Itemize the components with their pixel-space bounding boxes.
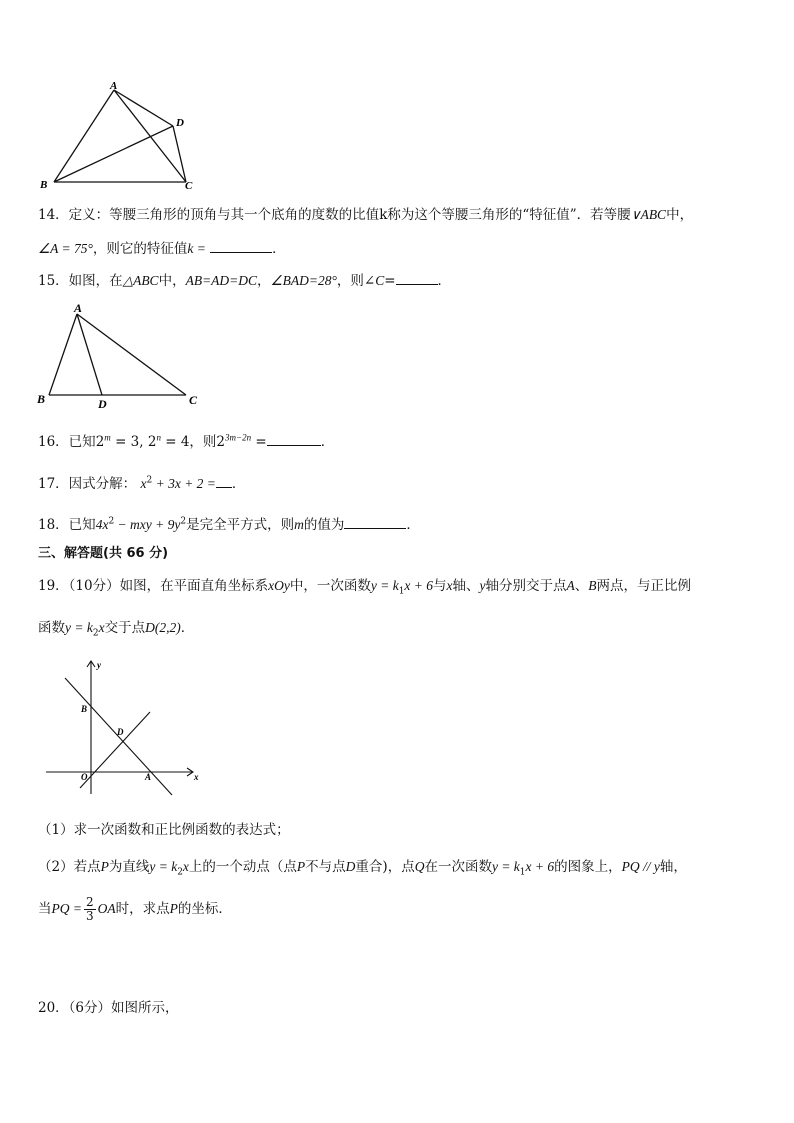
q19-2-line2-a: 时，求点 [115, 901, 170, 917]
q16-exp1: m [104, 432, 111, 443]
label-b: B [37, 392, 46, 406]
q19-func1-sub: 1 [398, 586, 405, 597]
q19-2-pre: （2）若点 [38, 859, 101, 875]
q19-func2: y = k [65, 620, 93, 635]
q19-text-e: 、 [574, 578, 589, 594]
q19-2-pq-parallel: PQ // y [621, 859, 660, 874]
q19-2-func2-sub: 2 [177, 867, 183, 878]
q14-text: 14．定义：等腰三角形的顶角与其一个底角的度数的比值 [38, 207, 380, 223]
q18-prefix: 18．已知 [38, 517, 96, 533]
q19-2-a: 为直线 [108, 859, 150, 875]
q19-line2-end: ． [180, 620, 195, 636]
q19-func2-sub: 2 [92, 628, 99, 639]
question-19-part1: （1）求一次函数和正比例函数的表达式； [38, 822, 290, 838]
q19-text-f: 两点，与正比例 [596, 578, 692, 594]
q19-2-func2-b: x [182, 859, 189, 874]
q14-text-mid: 称为这个等腰三角形的“特征值”．若等腰 [387, 207, 631, 223]
q17-exp: 2 [146, 475, 153, 486]
q15-sep: ， [257, 273, 271, 289]
question-20: 20．（6分）如图所示， [38, 1000, 179, 1016]
q19-text-d: 轴分别交于点 [485, 578, 567, 594]
q19-2-p3: P [169, 901, 178, 916]
q19-y: y [479, 578, 486, 593]
question-15 [38, 270, 764, 290]
fraction-denominator: 3 [85, 909, 94, 923]
q19-text-c: 轴、 [452, 578, 480, 594]
q17-end: ． [231, 476, 246, 492]
question-14-line2 [38, 238, 764, 258]
q19-line2-prefix: 函数 [38, 620, 65, 636]
q19-func1: y = k [370, 578, 399, 593]
question-19-line2 [38, 619, 764, 637]
q19-2-func1: y = k [491, 859, 520, 874]
q14-end: ． [272, 241, 286, 257]
q16-end: ． [320, 434, 335, 450]
q15-answer-blank[interactable] [396, 270, 438, 285]
q19-a: A [566, 578, 575, 593]
q16-exp3: 3m−2n [225, 432, 252, 443]
label-d: D [117, 727, 124, 737]
q18-exp-a: 2 [108, 516, 115, 527]
q19-2-line2-pre: 当 [38, 901, 52, 917]
section-3-title: 三、解答题(共 66 分) [38, 546, 169, 561]
q15-triangle: △ABC [122, 273, 159, 288]
figure-triangle-abcd [30, 78, 210, 196]
q17-answer-blank[interactable] [216, 473, 232, 488]
question-18 [38, 514, 764, 534]
segment-ad [114, 90, 173, 126]
q15-angle: ∠BAD=28° [270, 273, 337, 288]
q14-answer-blank[interactable] [210, 238, 272, 253]
q16-eq: = [251, 434, 267, 450]
q18-expr-b: − mxy + 9y [114, 517, 181, 532]
q19-2-p2: P [296, 859, 306, 874]
q15-end: ． [437, 273, 452, 289]
q19-2-func1-sub: 1 [519, 867, 526, 878]
label-b: B [81, 704, 88, 714]
q19-2-e: 在一次函数 [424, 859, 492, 875]
q18-m: m [294, 517, 304, 532]
q19-2-pq-eq: PQ = [51, 901, 82, 916]
q19-2-g: 轴， [659, 859, 687, 875]
q16-then: ，则 [189, 434, 217, 450]
q18-end: 的值为 [303, 517, 345, 533]
q19-point-d: D(2,2) [145, 620, 181, 635]
q14-text2: ，则它的特征值 [92, 241, 188, 257]
q16-expr1b: = 3, 2 [110, 434, 157, 450]
q19-2-q: Q [414, 859, 425, 874]
label-o: O [81, 772, 88, 782]
q19-2-c: 不与点 [305, 859, 346, 875]
label-y: y [97, 660, 101, 670]
q19-text-b: 与 [433, 578, 447, 594]
label-x: x [194, 772, 199, 782]
label-c: C [189, 393, 198, 407]
q19-func1-b: x + 6 [404, 578, 434, 593]
q17-expr: x [140, 476, 147, 491]
q16-base1: 2 [95, 434, 105, 450]
q15-then: ，则∠ [336, 273, 376, 289]
q19-2-f: 的图象上， [554, 859, 622, 875]
label-a: A [145, 772, 152, 782]
q18-end2: ． [406, 517, 420, 533]
q19-2-func1-b: x + 6 [525, 859, 555, 874]
q15-prefix: 15．如图，在 [38, 273, 123, 289]
q19-x: x [446, 578, 453, 593]
q19-xoy: xOy [268, 578, 290, 593]
q14-k-eq: k = [187, 241, 206, 256]
label-a: A [110, 80, 118, 92]
q17-prefix: 17．因式分解： [38, 476, 137, 492]
label-d: D [176, 117, 184, 129]
segment-ab [49, 314, 77, 395]
q14-k: k [379, 207, 388, 223]
q19-2-line2-end: 的坐标． [177, 901, 232, 917]
segment-ad [77, 314, 102, 395]
q14-angle: ∠A = 75° [38, 241, 93, 256]
q15-condition: AB=AD=DC [185, 273, 258, 288]
q19-2-func2: y = k [149, 859, 178, 874]
q19-line2-text: 交于点 [104, 620, 146, 636]
q19-2-p: P [100, 859, 109, 874]
segment-ac [77, 314, 186, 395]
q19-prefix: 19．（10分）如图，在平面直角坐标系 [38, 578, 269, 594]
q18-expr-a: 4x [95, 517, 109, 532]
q16-base3: 2 [216, 434, 226, 450]
fraction-two-thirds [84, 896, 96, 923]
q19-2-oa: OA [97, 901, 116, 916]
question-19-line1 [38, 577, 764, 595]
label-b: B [40, 179, 48, 191]
question-17 [38, 473, 764, 493]
q19-text-a: 中，一次函数 [289, 578, 371, 594]
fraction-numerator: 2 [85, 895, 94, 909]
question-16 [38, 431, 764, 451]
q15-eq: = [384, 273, 396, 289]
q17-rest: + 3x + 2 = [152, 476, 216, 491]
q16-answer-blank[interactable] [267, 431, 321, 446]
figure-coordinate-plane [40, 656, 210, 798]
q19-2-d: D [345, 859, 356, 874]
q14-text-end: 中， [666, 207, 694, 223]
label-d: D [98, 397, 107, 411]
q19-b: B [588, 578, 597, 593]
q18-answer-blank[interactable] [344, 514, 406, 529]
q14-triangle: ∨ABC [630, 207, 667, 222]
q18-mid: 是完全平方式，则 [186, 517, 295, 533]
q16-prefix: 16．已知 [38, 434, 96, 450]
q19-2-b: 上的一个动点（点 [188, 859, 297, 875]
q19-func2-b: x [98, 620, 105, 635]
q16-expr2b: = 4 [160, 434, 190, 450]
q15-mid: 中， [158, 273, 186, 289]
q19-2-d-text: 重合)，点 [355, 859, 415, 875]
label-c: C [185, 180, 193, 192]
question-14-line1 [38, 206, 764, 224]
q16-exp2: n [156, 432, 161, 443]
question-19-part2-line1 [38, 858, 764, 876]
figure-triangle-abc-d [32, 300, 207, 412]
label-a: A [74, 301, 83, 315]
question-19-part2-line2 [38, 896, 764, 923]
q18-exp-b: 2 [180, 516, 187, 527]
q15-c: C [375, 273, 385, 288]
